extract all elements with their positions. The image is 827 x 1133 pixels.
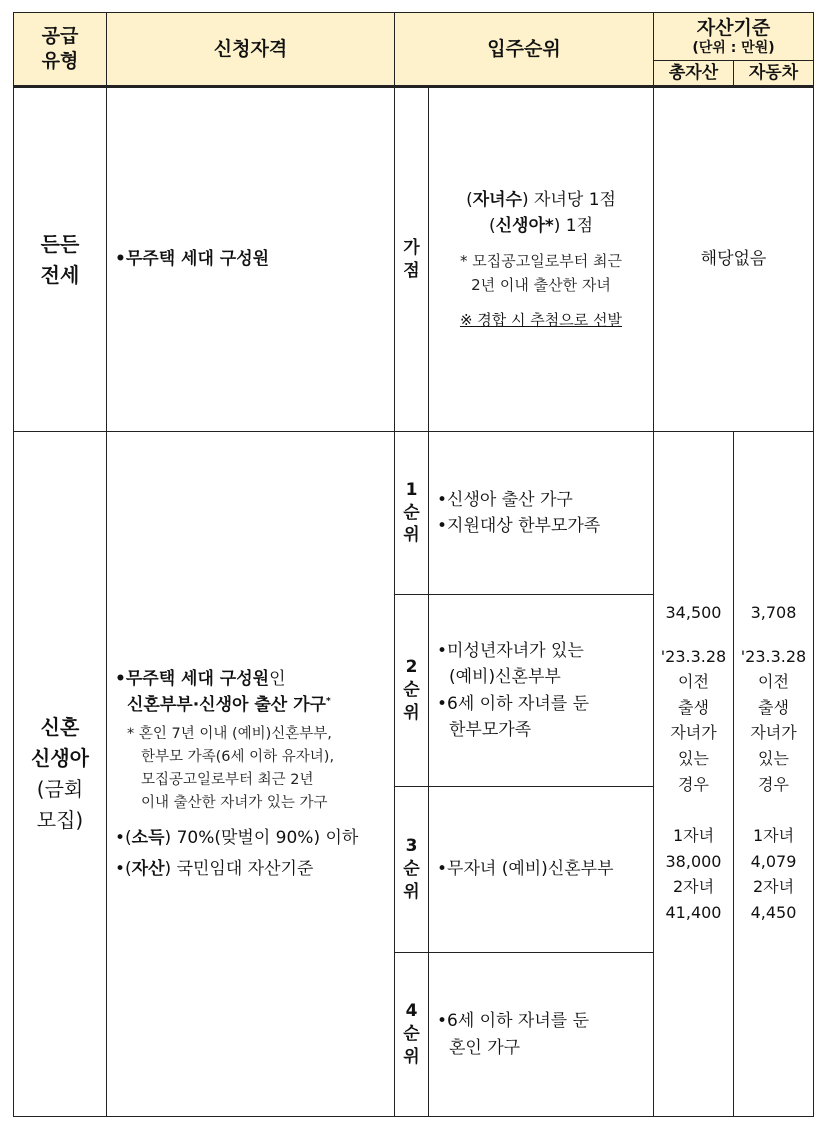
- car-w4: 있는: [758, 748, 789, 768]
- total-assets-newlywed: [654, 432, 734, 1117]
- car-w3: 자녀가: [750, 723, 797, 743]
- type-line3: (금회: [36, 777, 84, 801]
- rank-label-3: 3 순 위: [395, 787, 429, 953]
- supply-type-jeonse: 든든 전세: [14, 87, 107, 432]
- rank-label-1: 1 순 위: [395, 432, 429, 595]
- income-text: ) 70%(맞벌이 90%) 이하: [164, 828, 359, 849]
- total-assets-1child-value: 38,000: [665, 851, 722, 871]
- children-label: 자녀수: [472, 189, 522, 210]
- header-asset-criteria: [654, 13, 814, 61]
- header-qualification: 신청자격: [107, 13, 395, 87]
- rank2-line2: (예비)신혼부부: [449, 667, 561, 688]
- housing-criteria-table: [13, 12, 814, 1117]
- rank2-line4: 한부모가족: [449, 719, 532, 740]
- car-1child-value: 4,079: [750, 851, 797, 871]
- rank-content-1: [429, 432, 654, 595]
- header-total-assets: 총자산: [654, 61, 734, 87]
- asset-text: ) 국민임대 자산기준: [164, 858, 314, 879]
- total-assets-w2: 출생: [678, 697, 709, 717]
- header-priority: 입주순위: [395, 13, 654, 87]
- rank2-line3: •6세 이하 자녀를 둔: [437, 693, 590, 714]
- header-supply-type: 공급 유형: [14, 13, 107, 87]
- tie-note: ※ 경합 시 추첨으로 선발: [459, 311, 623, 330]
- rank3-line1: •무자녀 (예비)신혼부부: [437, 859, 614, 880]
- qual-note-line2: 한부모 가족(6세 이하 유자녀),: [141, 748, 335, 765]
- rank-label-2: 2 순 위: [395, 595, 429, 787]
- qual-note-line3: 모집공고일로부터 최근 2년: [141, 772, 314, 788]
- total-assets-w3: 자녀가: [670, 723, 717, 743]
- type-line4: 모집): [36, 808, 84, 832]
- qual-note-line4: 이내 출산한 자녀가 있는 가구: [141, 795, 328, 812]
- rank4-line2: 혼인 가구: [449, 1037, 521, 1058]
- header-asset-unit: (단위 : 만원): [692, 40, 775, 57]
- income-label: 소득: [131, 828, 165, 849]
- rank-content-2: [429, 595, 654, 787]
- score-criteria: (자녀수) 자녀당 1점 (신생아*) 1점 * 모집공고일로부터 최근 2년 이내 출산한 자녀 ※ 경합 시 추첨으로 선발: [429, 87, 654, 432]
- qual-line1-bold: •무주택 세대 구성원: [115, 668, 270, 689]
- newborn-note-line1: * 모집공고일로부터 최근: [460, 252, 622, 271]
- car-w2: 출생: [758, 697, 789, 717]
- car-1child-label: 1자녀: [752, 826, 795, 846]
- children-text: 자녀당 1점: [528, 189, 616, 210]
- income-bullet: •(: [115, 828, 132, 849]
- qualification-jeonse: •무주택 세대 구성원: [107, 87, 395, 432]
- rank-content-3: [429, 787, 654, 953]
- total-assets-date: '23.3.28: [660, 646, 727, 666]
- header-car: 자동차: [734, 61, 814, 87]
- total-assets-2child-label: 2자녀: [672, 877, 715, 897]
- total-assets-base: 34,500: [665, 603, 722, 622]
- score-label: 가 점: [395, 87, 429, 432]
- rank-label-4: 4 순 위: [395, 953, 429, 1117]
- asset-bullet: •(: [115, 858, 132, 879]
- car-w1: 이전: [758, 672, 789, 692]
- supply-type-newlywed: [14, 432, 107, 1117]
- rank1-line2: •지원대상 한부모가족: [437, 516, 601, 536]
- qual-line2-mark: *: [325, 696, 331, 707]
- rank2-line1: •미성년자녀가 있는: [437, 640, 584, 661]
- row-newlywed-rank1: [14, 432, 814, 595]
- rank-content-4: [429, 953, 654, 1117]
- qual-line1-rest: 인: [269, 668, 286, 689]
- car-date: '23.3.28: [740, 646, 807, 666]
- rank4-line1: •6세 이하 자녀를 둔: [437, 1011, 590, 1032]
- total-assets-2child-value: 41,400: [665, 902, 722, 922]
- car-newlywed: [734, 432, 814, 1117]
- car-2child-label: 2자녀: [752, 877, 795, 897]
- newborn-text: 1점: [560, 215, 594, 236]
- qualification-newlywed: [107, 432, 395, 1117]
- asset-jeonse: 해당없음: [654, 87, 814, 432]
- row-jeonse: [14, 87, 814, 432]
- header-row: [14, 13, 814, 61]
- type-line2: 신생아: [31, 746, 89, 770]
- asset-label: 자산: [131, 858, 165, 879]
- newborn-note-line2: 2년 이내 출산한 자녀: [471, 276, 611, 295]
- total-assets-1child-label: 1자녀: [672, 826, 715, 846]
- type-line1: 신혼: [40, 715, 80, 739]
- header-asset-title: 자산기준: [696, 16, 771, 39]
- total-assets-w5: 경우: [678, 774, 709, 794]
- total-assets-w1: 이전: [678, 672, 709, 692]
- car-2child-value: 4,450: [750, 902, 797, 922]
- total-assets-w4: 있는: [678, 748, 709, 768]
- qual-line2: 신혼부부·신생아 출산 가구: [127, 695, 326, 716]
- car-base: 3,708: [750, 603, 797, 622]
- rank1-line1: •신생아 출산 가구: [437, 489, 573, 510]
- qual-note-line1: * 혼인 7년 이내 (예비)신혼부부,: [127, 725, 332, 742]
- newborn-label: 신생아*: [495, 215, 554, 236]
- car-w5: 경우: [758, 774, 789, 794]
